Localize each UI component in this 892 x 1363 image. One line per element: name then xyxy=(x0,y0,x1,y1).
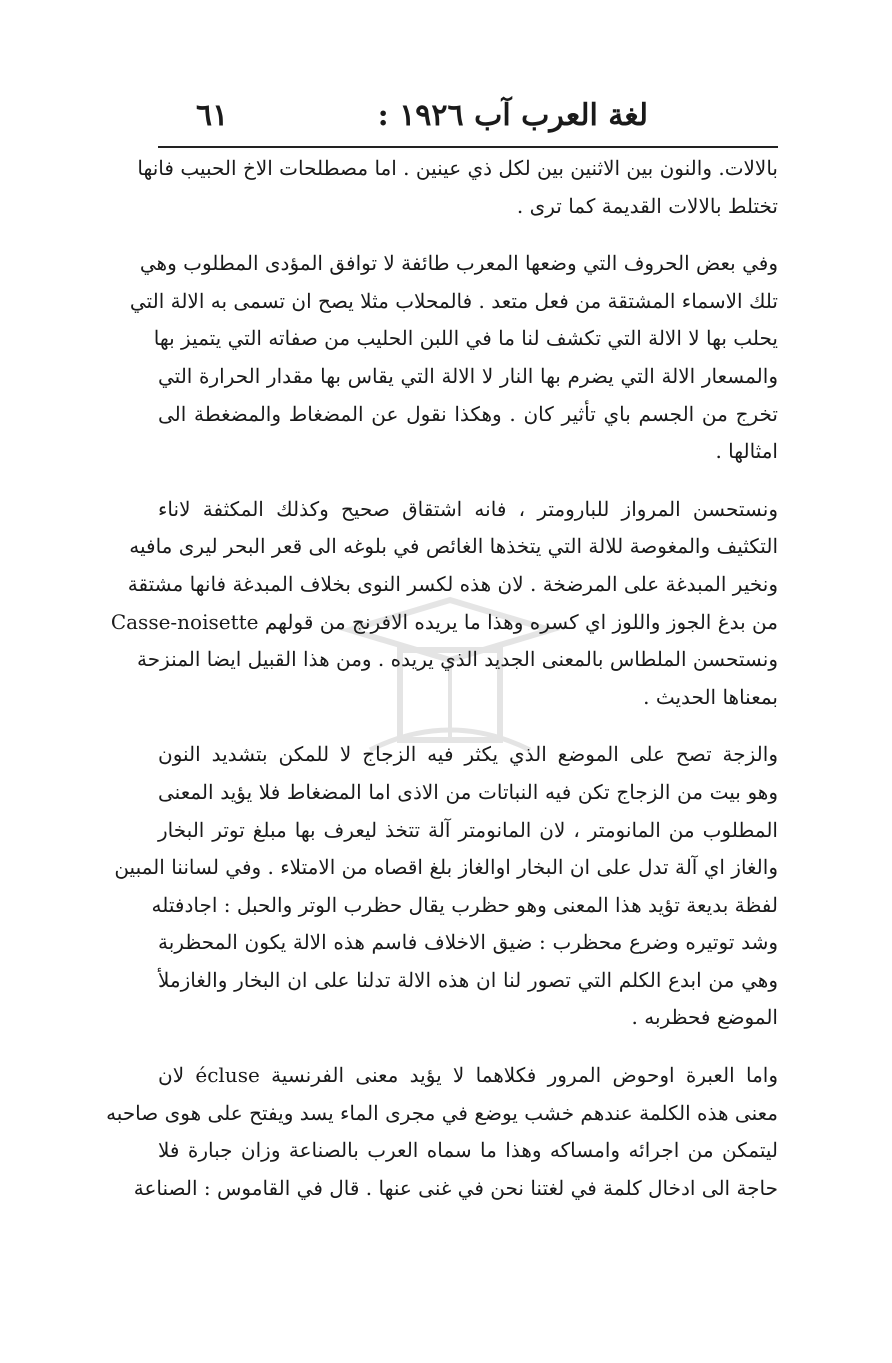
text-line: ليتمكن من اجرائه وامساكه وهذا ما سماه العرب بالصناعة وزان جبارة فلا xyxy=(158,1138,778,1163)
paragraph-2 xyxy=(129,245,778,471)
text-line: الموضع فحظربه . xyxy=(631,1005,778,1030)
page-number: ٦١ xyxy=(196,98,229,133)
paragraph-5 xyxy=(106,1057,778,1207)
text-line: تلك الاسماء المشتقة من فعل متعد . فالمحلاب مثلا يصح ان تسمى به الالة التي xyxy=(129,288,778,313)
body-text xyxy=(106,150,778,1207)
text-line: ونستحسن الملطاس بالمعنى الجديد الذي يريده . ومن هذا القبيل ايضا المنزحة xyxy=(137,647,778,672)
paragraph-4 xyxy=(114,736,778,1037)
text-line: تختلط بالالات القديمة كما ترى . xyxy=(516,193,778,218)
text-line: وهو بيت من الزجاج تكن فيه النباتات من الاذى اما المضغاط فلا يؤيد المعنى xyxy=(158,779,778,804)
text-line: التكثيف والمغوصة للالة التي يتخذها الغائص في بلوغه الى قعر البحر ليرى مافيه xyxy=(129,534,778,559)
text-line: والزجة تصح على الموضع الذي يكثر فيه الزجاج لا للمكن بتشديد النون xyxy=(158,742,778,767)
running-header xyxy=(150,96,770,140)
text-line: لفظة بديعة تؤيد هذا المعنى وهو حظرب يقال حظرب الوتر والحبل : اجادفتله xyxy=(151,892,778,917)
text-line: والغاز اي آلة تدل على ان البخار اوالغاز بلغ اقصاه من الامتلاء . وفي لساننا المبين xyxy=(114,855,778,880)
header-rule xyxy=(158,146,778,148)
text-line: امثالها . xyxy=(715,439,778,464)
text-line: ونستحسن المرواز للبارومتر ، فانه اشتقاق صحيح وكذلك المكثفة لاناء xyxy=(158,496,778,521)
text-line: تخرج من الجسم باي تأثير كان . وهكذا نقول عن المضغاط والمضغطة الى xyxy=(158,401,778,426)
text-line: المطلوب من المانومتر ، لان المانومتر آلة تتخذ ليعرف بها مبلغ توتر البخار xyxy=(158,817,778,842)
paragraph-3 xyxy=(110,491,778,717)
text-line: والمسعار الالة التي يضرم بها النار لا الالة التي يقاس بها مقدار الحرارة التي xyxy=(158,363,778,388)
text-line: من بدغ الجوز واللوز اي كسره وهذا ما يريده الافرنج من قولهم Casse-noisette xyxy=(110,609,778,634)
text-line: وشد توتيره وضرع محظرب : ضيق الاخلاف فاسم هذه الالة يكون المحظربة xyxy=(158,930,778,955)
text-line: وهي من ابدع الكلم التي تصور لنا ان هذه الالة تدلنا على ان البخار والغازملأ xyxy=(158,967,778,992)
text-line: ونخير المبدغة على المرضخة . لان هذه لكسر النوى بخلاف المبدغة فانها مشتقة xyxy=(127,571,778,596)
text-line: واما العبرة اوحوض المرور فكلاهما لا يؤيد معنى الفرنسية écluse لان xyxy=(158,1063,778,1088)
text-line: بمعناها الحديث . xyxy=(643,684,778,709)
text-line: معنى هذه الكلمة عندهم خشب يوضع في مجرى الماء يسد ويفتح على هوى صاحبه xyxy=(106,1100,778,1125)
paragraph-1 xyxy=(137,150,778,225)
text-line: يحلب بها لا الالة التي تكشف لنا ما في اللبن الحليب من صفاته التي يتميز بها xyxy=(153,326,778,351)
text-line: وفي بعض الحروف التي وضعها المعرب طائفة لا توافق المؤدى المطلوب وهي xyxy=(139,251,778,276)
text-line: حاجة الى ادخال كلمة في لغتنا نحن في غنى عنها . قال في القاموس : الصناعة xyxy=(133,1175,778,1200)
header-title: لغة العرب آب ١٩٢٦ : xyxy=(377,98,648,133)
text-line: بالالات. والنون بين الاثنين بين لكل ذي عينين . اما مصطلحات الاخ الحبيب فانها xyxy=(137,156,778,180)
